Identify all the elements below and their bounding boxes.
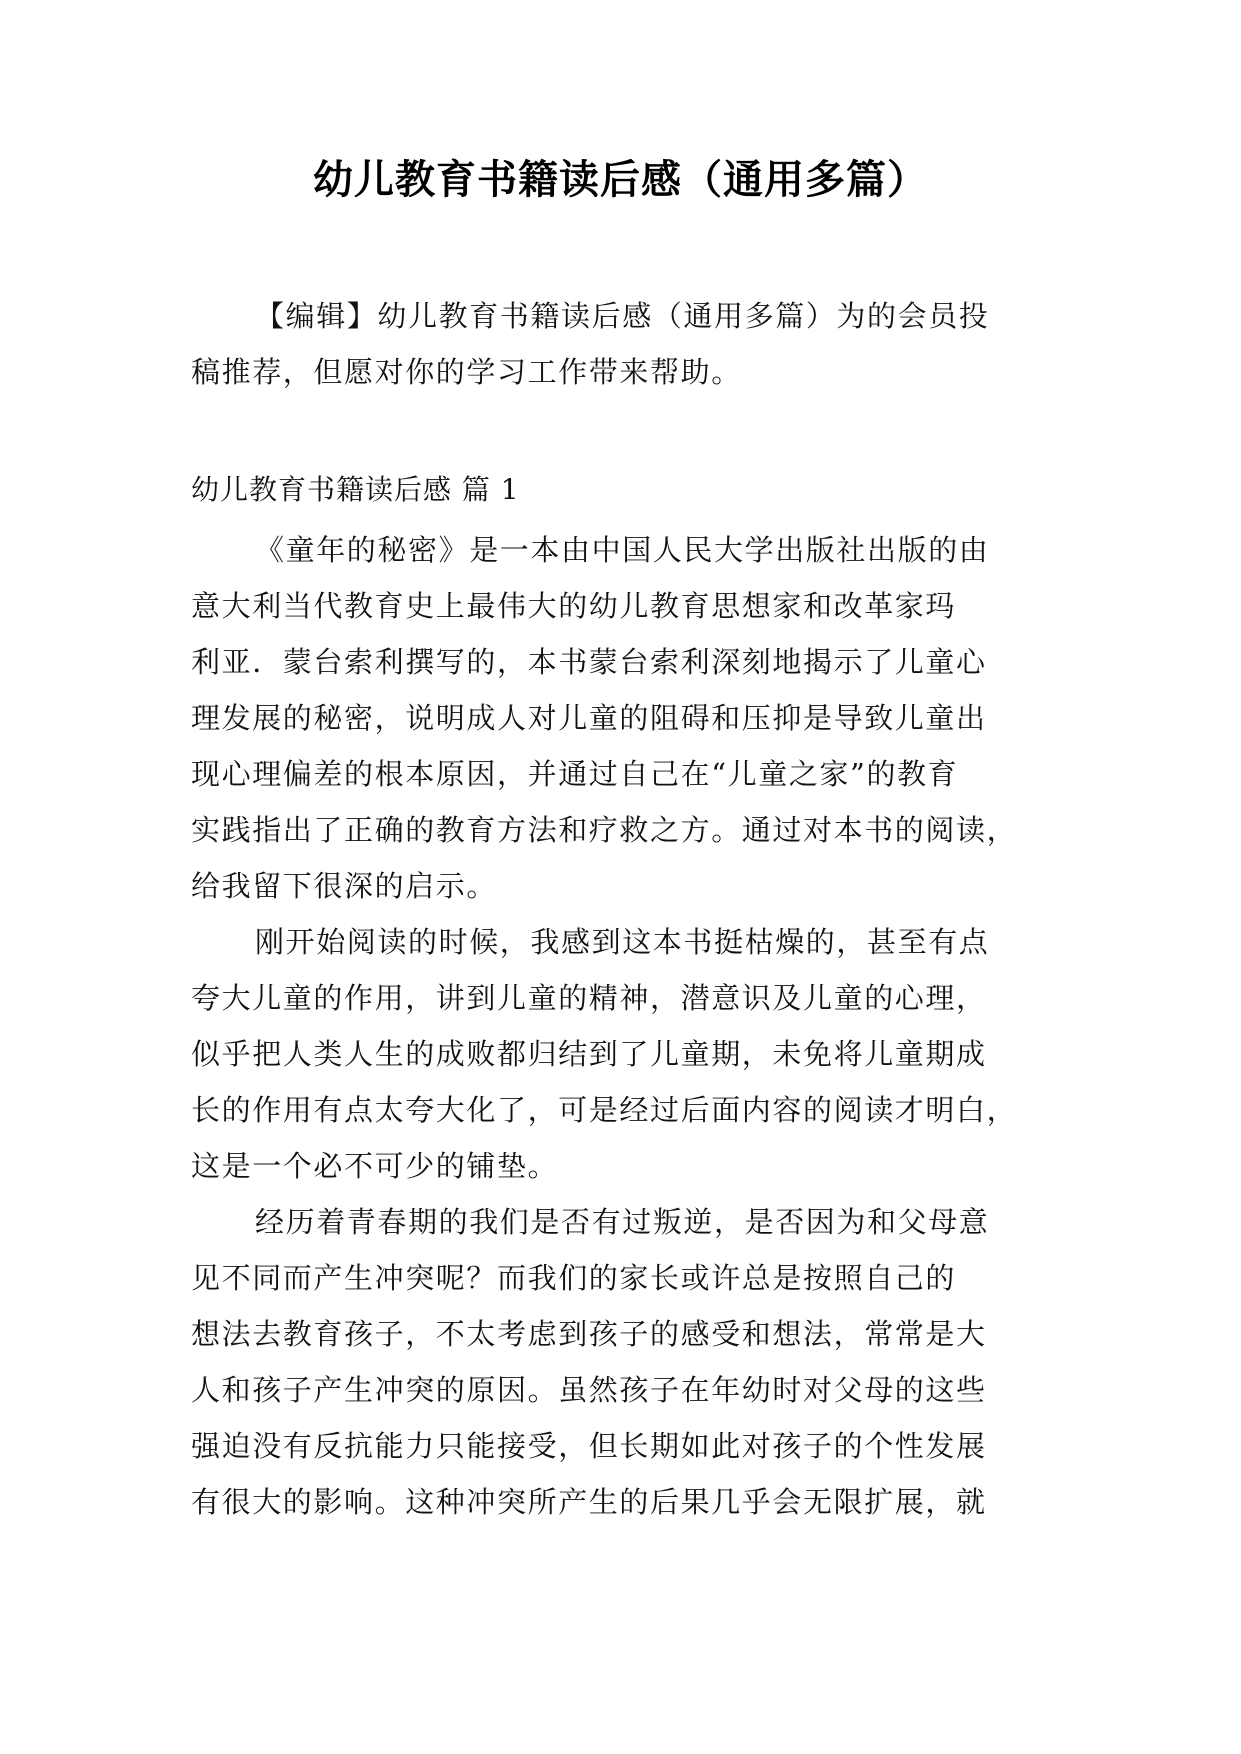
paragraph-line: 理发展的秘密，说明成人对儿童的阻碍和压抑是导致儿童出 xyxy=(191,701,987,735)
paragraph xyxy=(191,1194,1061,1530)
paragraph-line: 人和孩子产生冲突的原因。虽然孩子在年幼时对父母的这些 xyxy=(191,1373,987,1407)
paragraph-line: 意大利当代教育史上最伟大的幼儿教育思想家和改革家玛 xyxy=(191,589,957,623)
paragraph xyxy=(191,522,1061,914)
section-heading: 幼儿教育书籍读后感 篇 1 xyxy=(191,473,520,506)
paragraph-line: 夸大儿童的作用，讲到儿童的精神，潜意识及儿童的心理， xyxy=(191,981,987,1015)
section-body xyxy=(191,522,1061,1530)
paragraph-line: 想法去教育孩子，不太考虑到孩子的感受和想法，常常是大 xyxy=(191,1317,987,1351)
paragraph xyxy=(191,914,1061,1194)
paragraph-line: 给我留下很深的启示。 xyxy=(191,869,498,903)
paragraph-line: 刚开始阅读的时候，我感到这本书挺枯燥的，甚至有点 xyxy=(255,925,990,959)
paragraph-line: 实践指出了正确的教育方法和疗救之方。通过对本书的阅读， xyxy=(191,813,1018,847)
paragraph-line: 利亚．蒙台索利撰写的，本书蒙台索利深刻地揭示了儿童心 xyxy=(191,645,987,679)
editor-note xyxy=(191,288,1061,400)
paragraph-line: 有很大的影响。这种冲突所产生的后果几乎会无限扩展，就 xyxy=(191,1485,987,1519)
paragraph-line: 强迫没有反抗能力只能接受，但长期如此对孩子的个性发展 xyxy=(191,1429,987,1463)
paragraph-line: 现心理偏差的根本原因，并通过自己在“儿童之家”的教育 xyxy=(191,757,959,791)
editor-note-line: 【编辑】幼儿教育书籍读后感（通用多篇）为的会员投 xyxy=(255,299,990,333)
paragraph-line: 似乎把人类人生的成败都归结到了儿童期，未免将儿童期成 xyxy=(191,1037,987,1071)
paragraph-line: 长的作用有点太夸大化了，可是经过后面内容的阅读才明白， xyxy=(191,1093,1018,1127)
paragraph-line: 《童年的秘密》是一本由中国人民大学出版社出版的由 xyxy=(255,533,990,567)
paragraph-line: 经历着青春期的我们是否有过叛逆，是否因为和父母意 xyxy=(255,1205,990,1239)
editor-note-line: 稿推荐，但愿对你的学习工作带来帮助。 xyxy=(191,355,742,389)
document-title: 幼儿教育书籍读后感（通用多篇） xyxy=(313,157,928,203)
paragraph-line: 见不同而产生冲突呢？而我们的家长或许总是按照自己的 xyxy=(191,1261,957,1295)
paragraph-line: 这是一个必不可少的铺垫。 xyxy=(191,1149,559,1183)
